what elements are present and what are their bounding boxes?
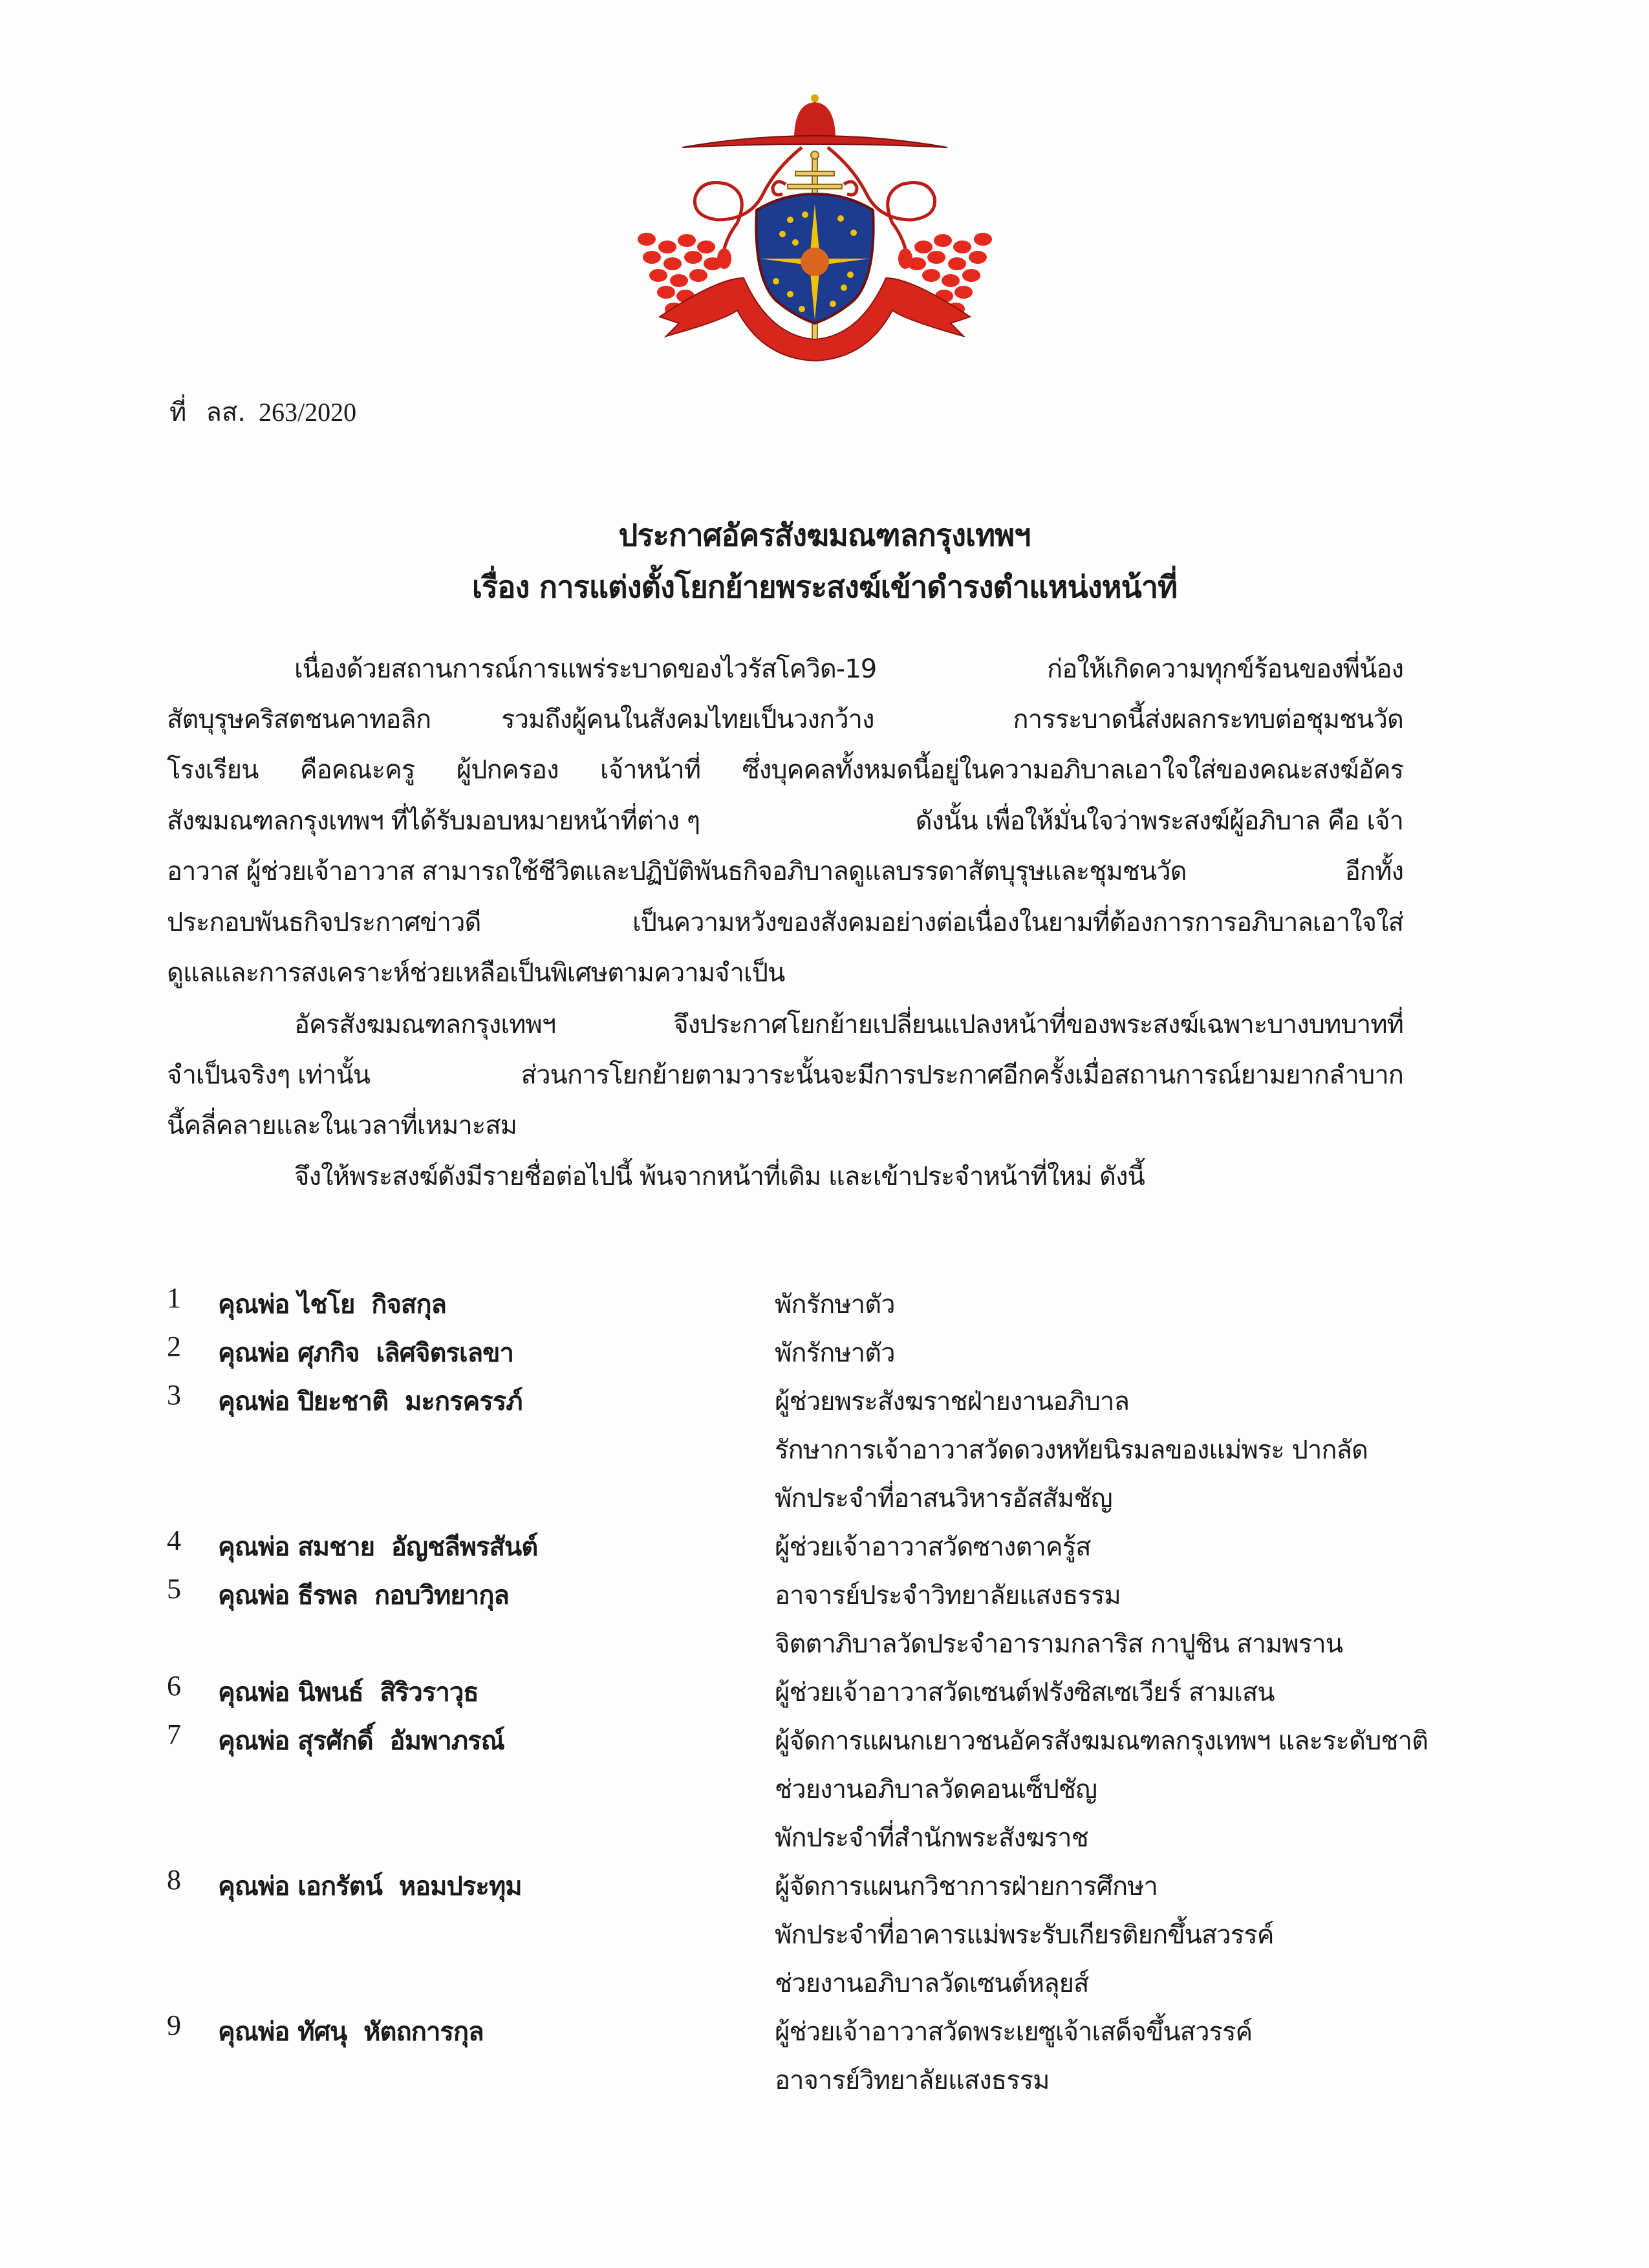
paragraph-2-line-3: นี้คลี่คลายและในเวลาที่เหมาะสม (167, 1111, 517, 1140)
paragraph-1-line-7: ดูแลและการสงเคราะห์ช่วยเหลือเป็นพิเศษตามความจำเป็น (167, 958, 785, 988)
appointment-number: 1 (167, 1282, 181, 1314)
priest-name-last: อัญชลีพรสันต์ (391, 1532, 538, 1562)
priest-name-title: คุณพ่อ (218, 1872, 290, 1901)
priest-name-first: ศุภกิจ (297, 1338, 360, 1368)
priest-name-last: สิริวราวุธ (380, 1678, 479, 1707)
new-position: ผู้จัดการแผนกวิชาการฝ่ายการศึกษา (775, 1872, 1158, 1901)
reference-value: 263/2020 (259, 398, 357, 427)
shield-icon (756, 194, 873, 323)
priest-name (218, 1574, 509, 1616)
appointment-number: 3 (167, 1379, 181, 1411)
priest-name-title: คุณพ่อ (218, 1726, 290, 1756)
new-position: อาจารย์ประจำวิทยาลัยแสงธรรม (775, 1581, 1121, 1610)
new-position: รักษาการเจ้าอาวาสวัดดวงหทัยนิรมลของแม่พระ ปากลัด (775, 1435, 1368, 1465)
appointment-number: 6 (167, 1670, 181, 1702)
appointment-number: 2 (167, 1331, 181, 1362)
new-position: พักรักษาตัว (775, 1338, 895, 1368)
priest-name-last: เลิศจิตรเลขา (376, 1338, 513, 1368)
priest-name-title: คุณพ่อ (218, 1532, 290, 1562)
priest-name-first: สมชาย (297, 1532, 375, 1562)
priest-name-title: คุณพ่อ (218, 1581, 290, 1610)
priest-name-last: หอมประทุม (398, 1872, 522, 1901)
priest-name-last: มะกรครรภ์ (404, 1387, 523, 1417)
new-position: ผู้จัดการแผนกเยาวชนอัครสังฆมณฑลกรุงเทพฯ และระดับชาติ (775, 1726, 1428, 1756)
appointment-number: 5 (167, 1573, 181, 1605)
priest-name-last: กอบวิทยากุล (374, 1581, 509, 1610)
paragraph-1-line-1-right: ก่อให้เกิดความทุกข์ร้อนของพี่น้อง (1047, 654, 1403, 684)
priest-name-first: ไชโย (297, 1290, 355, 1320)
priest-name-last: กิจสกุล (371, 1290, 447, 1320)
new-position: ผู้ช่วยพระสังฆราชฝ่ายงานอภิบาล (775, 1387, 1129, 1417)
appointment-number: 7 (167, 1718, 181, 1750)
reference-code: ลส. (206, 398, 246, 427)
new-position: ผู้ช่วยเจ้าอาวาสวัดพระเยซูเจ้าเสด็จขึ้นสวรรค์ (775, 2017, 1253, 2047)
paragraph-1-line-4-left: สังฆมณฑลกรุงเทพฯ ที่ได้รับมอบหมายหน้าที่ต่าง ๆ (167, 806, 700, 836)
priest-name-last: อัมพาภรณ์ (389, 1726, 504, 1756)
paragraph-1-line-2-a: สัตบุรุษคริสตชนคาทอลิก (167, 705, 431, 734)
priest-name (218, 1526, 537, 1567)
paragraph-1-line-6-right: เป็นความหวังของสังคมอย่างต่อเนื่องในยามที่ต้องการการอภิบาลเอาใจใส่ (632, 908, 1403, 937)
new-position: ผู้ช่วยเจ้าอาวาสวัดเซนต์ฟรังซิสเซเวียร์ สามเสน (775, 1678, 1275, 1707)
priest-name (218, 1332, 513, 1373)
priest-name (218, 1671, 479, 1713)
priest-name (218, 1865, 522, 1907)
new-position: อาจารย์วิทยาลัยแสงธรรม (775, 2066, 1050, 2095)
paragraph-1-line-5-left: อาวาส ผู้ช่วยเจ้าอาวาส สามารถใช้ชีวิตและปฏิบัติพันธกิจอภิบาลดูแลบรรดาสัตบุรุษและชุมชนวัด (167, 857, 1187, 886)
priest-name-title: คุณพ่อ (218, 1387, 290, 1417)
paragraph-2-line-1: อัครสังฆมณฑลกรุงเทพฯ จึงประกาศโยกย้ายเปลี่ยนแปลงหน้าที่ของพระสงฆ์เฉพาะบางบทบาทที่ (294, 1010, 1403, 1040)
paragraph-3: จึงให้พระสงฆ์ดังมีรายชื่อต่อไปนี้ พ้นจากหน้าที่เดิม และเข้าประจำหน้าที่ใหม่ ดังนี้ (294, 1162, 1145, 1192)
paragraph-1-line-2-c: การระบาดนี้ส่งผลกระทบต่อชุมชนวัด (1013, 705, 1403, 734)
priest-name-first: ปิยะชาติ (297, 1387, 389, 1417)
priest-name-last: หัตถการกุล (363, 2017, 484, 2047)
priest-name-first: ทัศนุ (297, 2017, 347, 2047)
priest-name-first: นิพนธ์ (297, 1678, 363, 1707)
priest-name (218, 1720, 504, 1761)
priest-name-first: สุรศักดิ์ (297, 1726, 373, 1756)
paragraph-2-line-2-right: ส่วนการโยกย้ายตามวาระนั้นจะมีการประกาศอีกครั้งเมื่อสถานการณ์ยามยากลำบาก (521, 1060, 1403, 1090)
new-position: พักประจำที่อาสนวิหารอัสสัมชัญ (775, 1484, 1112, 1514)
appointment-number: 9 (167, 2009, 181, 2041)
announcement-subject: เรื่อง การแต่งตั้งโยกย้ายพระสงฆ์เข้าดำรงตำแหน่งหน้าที่ (471, 570, 1178, 605)
coat-of-arms-logo (621, 65, 1009, 362)
new-position: พักประจำที่สำนักพระสังฆราช (775, 1823, 1088, 1853)
priest-name-first: ธีรพล (297, 1581, 358, 1610)
priest-name (218, 1283, 446, 1325)
appointment-number: 8 (167, 1864, 181, 1896)
announcement-title: ประกาศอัครสังฆมณฑลกรุงเทพฯ (618, 518, 1031, 553)
paragraph-1-line-1-left: เนื่องด้วยสถานการณ์การแพร่ระบาดของไวรัสโควิด-19 (294, 654, 877, 684)
new-position: ช่วยงานอภิบาลวัดเซนต์หลุยส์ (775, 1969, 1089, 1998)
paragraph-1-line-6-left: ประกอบพันธกิจประกาศข่าวดี (167, 908, 481, 937)
priest-name-title: คุณพ่อ (218, 1290, 290, 1320)
paragraph-1-line-2-b: รวมถึงผู้คนในสังคมไทยเป็นวงกว้าง (501, 705, 874, 734)
paragraph-1-line-3: โรงเรียน คือคณะครู ผู้ปกครอง เจ้าหน้าที่ ซึ่งบุคคลทั้งหมดนี้อยู่ในความอภิบาลเอาใจใส่ของคณะสงฆ์อัคร (167, 755, 1403, 785)
paragraph-1-line-4-right: ดังนั้น เพื่อให้มั่นใจว่าพระสงฆ์ผู้อภิบาล คือ เจ้า (915, 806, 1403, 836)
new-position: พักรักษาตัว (775, 1290, 895, 1320)
priest-name-title: คุณพ่อ (218, 1338, 290, 1368)
new-position: พักประจำที่อาคารแม่พระรับเกียรติยกขึ้นสวรรค์ (775, 1920, 1274, 1950)
priest-name-title: คุณพ่อ (218, 2017, 290, 2047)
priest-name-first: เอกรัตน์ (297, 1872, 382, 1901)
new-position: ช่วยงานอภิบาลวัดคอนเซ็ปชัญ (775, 1775, 1097, 1804)
priest-name-title: คุณพ่อ (218, 1678, 290, 1707)
new-position: จิตตาภิบาลวัดประจำอารามกลาริส กาปูชิน สามพราน (775, 1629, 1343, 1659)
priest-name (218, 2011, 484, 2052)
paragraph-2-line-2-left: จำเป็นจริงๆ เท่านั้น (167, 1060, 371, 1090)
reference-prefix: ที่ (169, 398, 187, 427)
appointment-number: 4 (167, 1524, 181, 1556)
paragraph-1-line-5-right: อีกทั้ง (1344, 857, 1403, 886)
new-position: ผู้ช่วยเจ้าอาวาสวัดซางตาครู้ส (775, 1532, 1091, 1562)
reference-number (169, 391, 356, 433)
priest-name (218, 1380, 523, 1422)
galero-hat-icon (682, 94, 947, 147)
